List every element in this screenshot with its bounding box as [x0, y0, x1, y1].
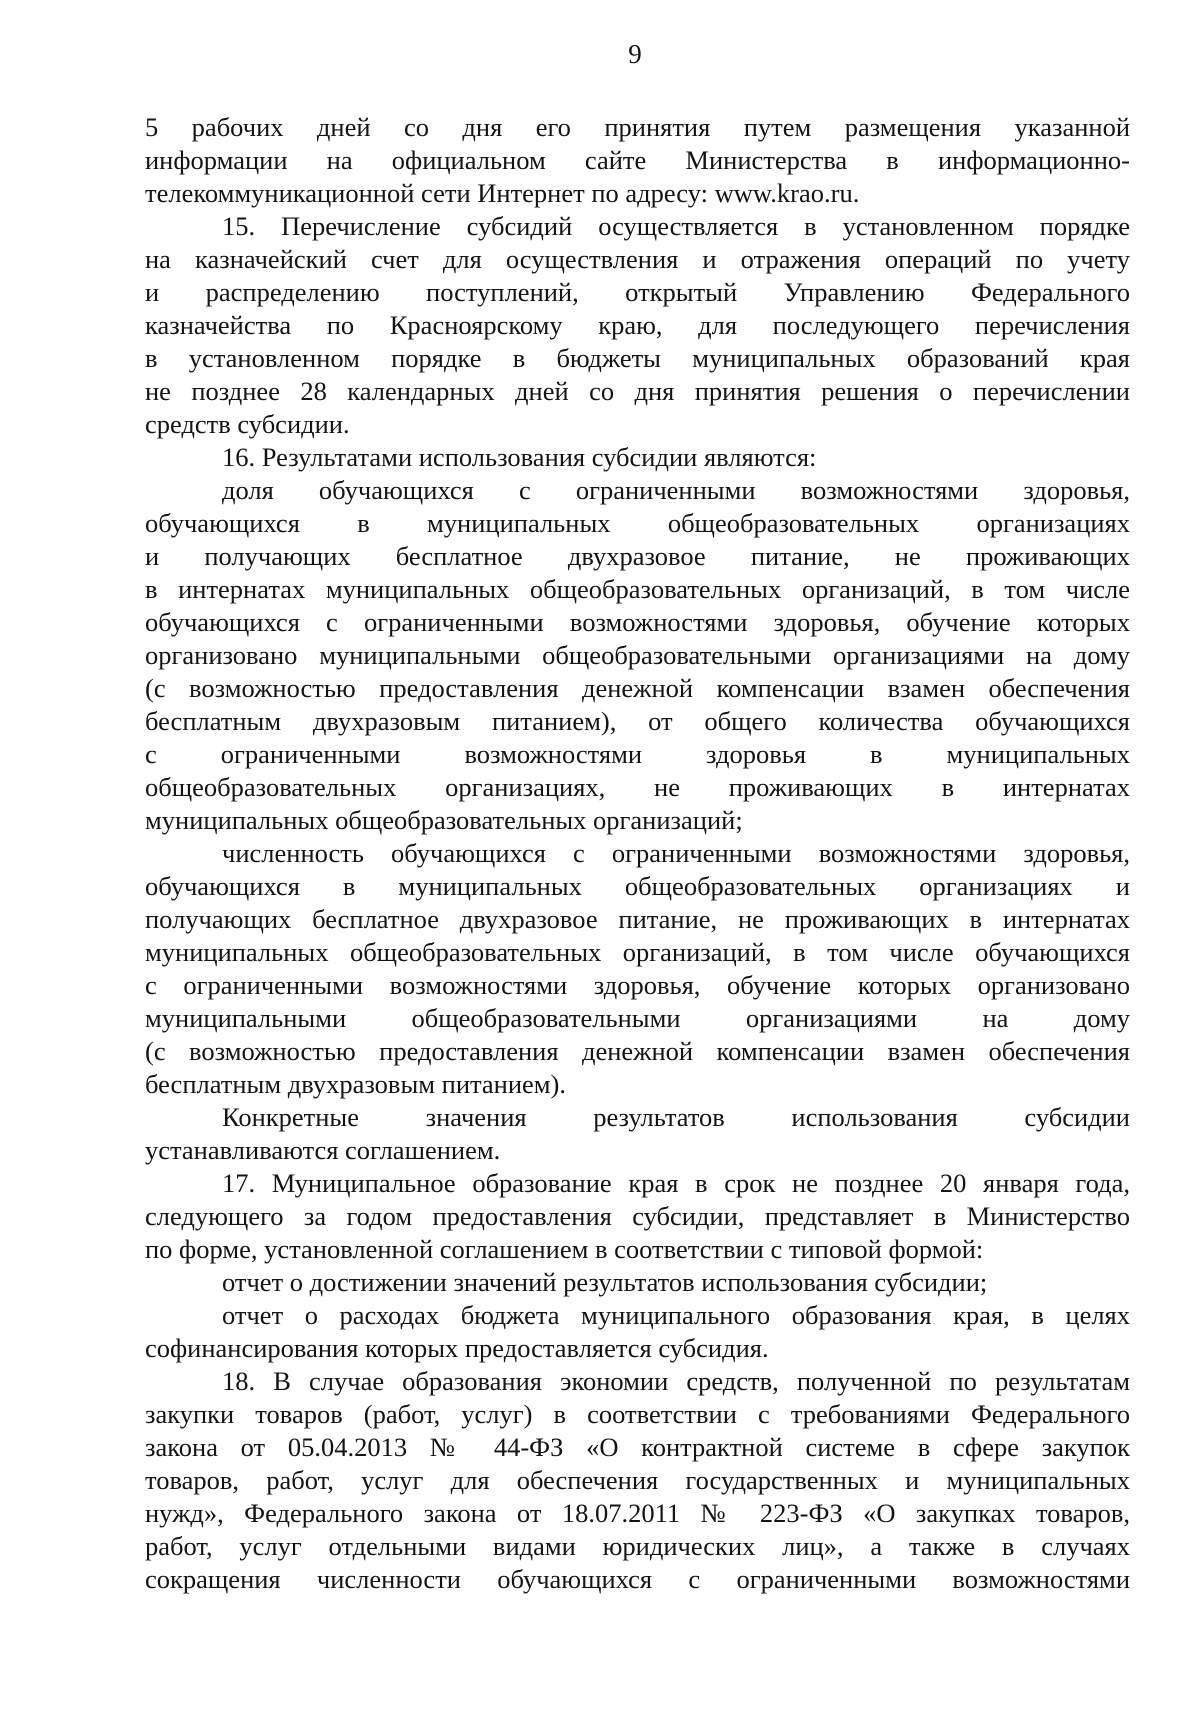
text-line: в установленном порядке в бюджеты муниципальных образований края — [145, 343, 1130, 373]
text-line: обучающихся в муниципальных общеобразовательных организациях и — [145, 871, 1130, 901]
text-line: 5 рабочих дней со дня его принятия путем размещения указанной — [145, 112, 1130, 142]
text-line: на казначейский счет для осуществления и отражения операций по учету — [145, 244, 1130, 274]
text-line: софинансирования которых предоставляется субсидия. — [145, 1333, 769, 1363]
text-line: с ограниченными возможностями здоровья, обучение которых организовано — [145, 970, 1130, 1000]
text-line: казначейства по Красноярскому краю, для последующего перечисления — [145, 310, 1130, 340]
text-line: организовано муниципальными общеобразовательными организациями на дому — [145, 640, 1130, 670]
text-line: по форме, установленной соглашением в соответствии с типовой формой: — [145, 1234, 984, 1264]
text-line: общеобразовательных организациях, не проживающих в интернатах — [145, 772, 1130, 802]
text-line: сокращения численности обучающихся с ограниченными возможностями — [145, 1564, 1130, 1594]
text-line: средств субсидии. — [145, 409, 350, 439]
text-line: обучающихся в муниципальных общеобразовательных организациях — [145, 508, 1130, 538]
text-line: работ, услуг отдельными видами юридических лиц», а также в случаях — [145, 1531, 1130, 1561]
text-line: закона от 05.04.2013 № 44-ФЗ «О контрактной системе в сфере закупок — [145, 1432, 1130, 1462]
text-line: телекоммуникационной сети Интернет по адресу: www.krao.ru. — [145, 178, 860, 208]
text-line: Конкретные значения результатов использования субсидии — [222, 1102, 1130, 1132]
text-line: 18. В случае образования экономии средств, полученной по результатам — [222, 1366, 1130, 1396]
text-line: следующего за годом предоставления субсидии, представляет в Министерство — [145, 1201, 1130, 1231]
text-line: обучающихся с ограниченными возможностями здоровья, обучение которых — [145, 607, 1130, 637]
text-line: нужд», Федерального закона от 18.07.2011 № 223-ФЗ «О закупках товаров, — [145, 1498, 1130, 1528]
text-line: 16. Результатами использования субсидии являются: — [222, 442, 817, 472]
text-line: с ограниченными возможностями здоровья в муниципальных — [145, 739, 1130, 769]
text-line: численность обучающихся с ограниченными возможностями здоровья, — [222, 838, 1130, 868]
text-line: (с возможностью предоставления денежной компенсации взамен обеспечения — [145, 673, 1130, 703]
text-line: доля обучающихся с ограниченными возможностями здоровья, — [222, 475, 1130, 505]
text-line: муниципальными общеобразовательными организациями на дому — [145, 1003, 1130, 1033]
text-line: товаров, работ, услуг для обеспечения государственных и муниципальных — [145, 1465, 1130, 1495]
text-line: 15. Перечисление субсидий осуществляется в установленном порядке — [222, 211, 1130, 241]
text-line: информации на официальном сайте Министерства в информационно- — [145, 145, 1130, 175]
text-line: 17. Муниципальное образование края в срок не позднее 20 января года, — [222, 1168, 1130, 1198]
text-line: отчет о расходах бюджета муниципального образования края, в целях — [222, 1300, 1130, 1330]
text-line: бесплатным двухразовым питанием). — [145, 1069, 567, 1099]
text-line: получающих бесплатное двухразовое питание, не проживающих в интернатах — [145, 904, 1130, 934]
text-line: бесплатным двухразовым питанием), от общего количества обучающихся — [145, 706, 1130, 736]
text-line: устанавливаются соглашением. — [145, 1135, 501, 1165]
text-line: муниципальных общеобразовательных организаций, в том числе обучающихся — [145, 937, 1130, 967]
text-line: и распределению поступлений, открытый Управлению Федерального — [145, 277, 1130, 307]
text-line: отчет о достижении значений результатов использования субсидии; — [222, 1267, 988, 1297]
text-line: (с возможностью предоставления денежной компенсации взамен обеспечения — [145, 1036, 1130, 1066]
text-line: не позднее 28 календарных дней со дня принятия решения о перечислении — [145, 376, 1130, 406]
text-line: и получающих бесплатное двухразовое питание, не проживающих — [145, 541, 1130, 571]
text-line: в интернатах муниципальных общеобразовательных организаций, в том числе — [145, 574, 1130, 604]
text-line: муниципальных общеобразовательных организаций; — [145, 805, 743, 835]
text-line: закупки товаров (работ, услуг) в соответствии с требованиями Федерального — [145, 1399, 1130, 1429]
page-number: 9 — [628, 39, 642, 69]
document-body — [145, 111, 1130, 1596]
